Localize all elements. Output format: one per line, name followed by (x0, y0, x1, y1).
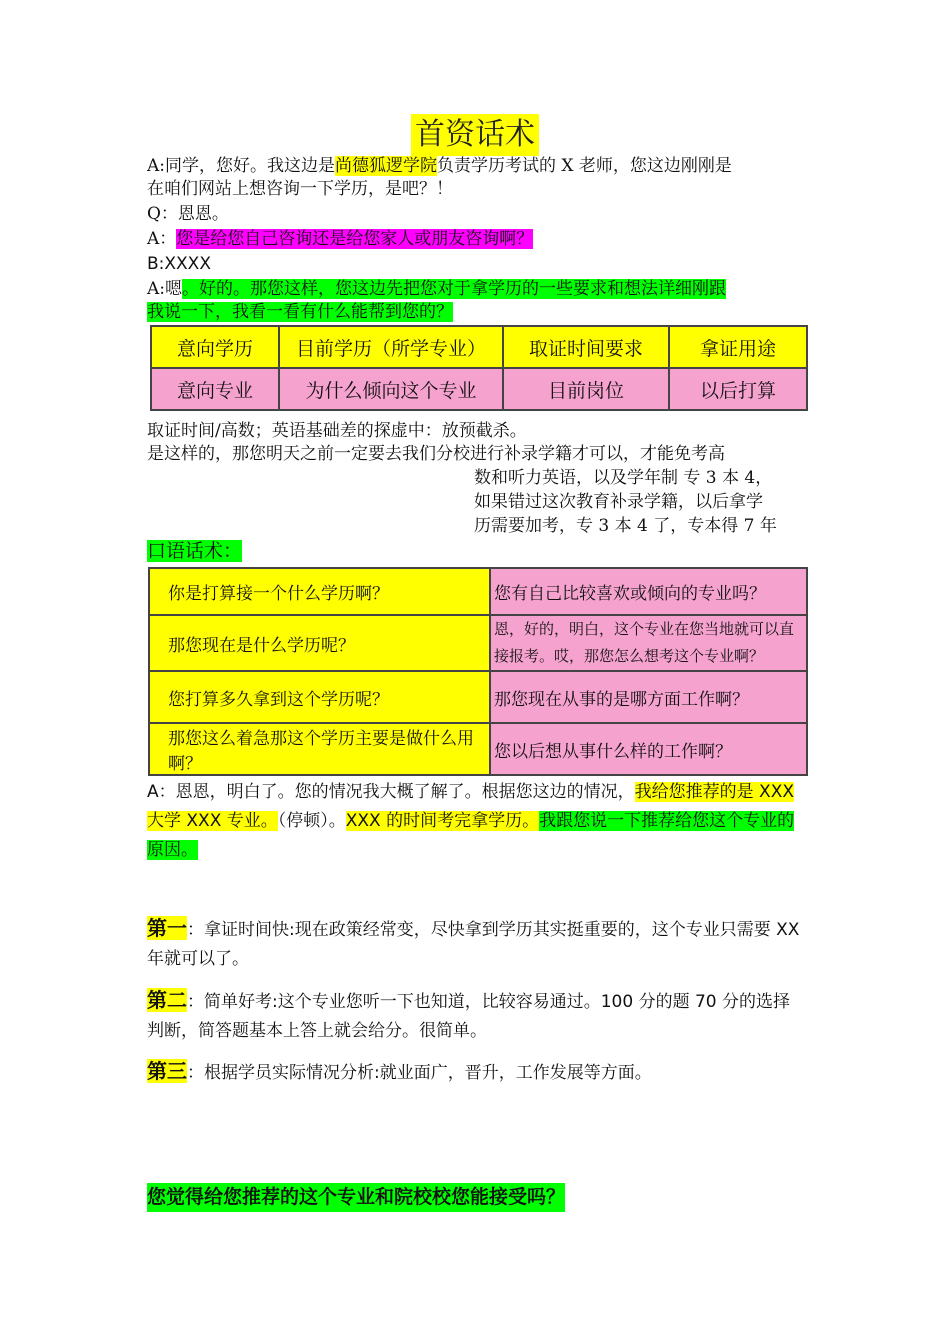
table-row (151, 368, 807, 410)
table-cell: 那您现在是什么学历呢？ (149, 615, 490, 671)
intro-line-a3-cont (147, 301, 453, 324)
reason-item (147, 986, 807, 1046)
note-line-2: 是这样的，那您明天之前一定要去我们分校进行补录学籍才可以，才能免考高 (147, 444, 725, 464)
reason-item (147, 914, 807, 974)
reason-text: ：根据学员实际情况分析:就业面广，晋升，工作发展等方面。 (187, 1063, 652, 1083)
table-cell: 为什么倾向这个专业 (279, 368, 503, 410)
a2-prefix: A： (147, 229, 177, 249)
a3-text: 。好的。那您这样，您这边先把您对于拿学历的一些要求和想法详细刚跟 (182, 279, 727, 299)
table-cell: 以后打算 (669, 368, 807, 410)
recommend-part-3: 的是 XXX 大学 XXX 专业。 (147, 782, 794, 831)
table-cell: 目前学历（所学专业） (279, 326, 503, 368)
oral-heading-text: 口语话术： (147, 540, 243, 562)
a2-question: 您是给您自己咨询还是给您家人或朋友咨询啊？ (176, 229, 534, 249)
table-cell: 恩，好的，明白，这个专业在您当地就可以直接报考。哎，那您怎么想考这个专业啊？ (490, 615, 807, 671)
table-row (149, 671, 807, 723)
table-cell: 取证时间要求 (503, 326, 669, 368)
table-cell: 意向学历 (151, 326, 279, 368)
intro-line-a2 (147, 228, 533, 251)
note-line-5: 历需要加考，专 3 本 4 了，专本得 7 年 (474, 516, 777, 536)
note-line-4: 如果错过这次教育补录学籍，以后拿学 (474, 492, 763, 512)
table-cell: 你是打算接一个什么学历啊？ (149, 568, 490, 615)
table-cell: 意向专业 (151, 368, 279, 410)
reason-label: 第三 (147, 1059, 187, 1083)
table-cell: 那您这么着急那这个学历主要是做什么用啊？ (149, 723, 490, 775)
a3-text-cont: 我说一下，我看一看有什么能帮到您的？ (147, 302, 453, 322)
reason-label: 第一 (147, 916, 187, 940)
intro-line-a1 (147, 155, 732, 178)
recommend-part-1: A：恩恩，明白了。您的情况我大概了解了。根据您这边的情况， (147, 782, 635, 802)
table-row (149, 568, 807, 615)
a1-prefix: A:同学，您好。我这边是 (147, 156, 336, 176)
reason-label: 第二 (147, 988, 187, 1012)
intro-line-a3 (147, 278, 726, 301)
table-cell: 那您现在从事的是哪方面工作啊？ (490, 671, 807, 723)
recommend-part-7: 推荐给您这个专业的原因。 (147, 811, 795, 860)
note-line-3: 数和听力英语，以及学年制 专 3 本 4， (474, 468, 773, 488)
dialog-table (148, 567, 808, 776)
reason-item (147, 1057, 807, 1088)
info-table (150, 325, 808, 411)
table-row (149, 723, 807, 775)
a1-suffix: 负责学历考试的 X 老师，您这边刚刚是 (437, 156, 732, 176)
table-cell: 您有自己比较喜欢或倾向的专业吗？ (490, 568, 807, 615)
intro-line-a1-cont: 在咱们网站上想咨询一下学历，是吧？！ (147, 179, 453, 199)
oral-heading (147, 539, 242, 564)
recommend-paragraph (147, 778, 807, 865)
recommend-part-4: （停顿）。 (277, 811, 346, 831)
recommend-part-6: 我跟您说一下 (539, 811, 642, 831)
note-line-1: 取证时间/高数；英语基础差的探虚中：放预截杀。 (147, 421, 527, 441)
reason-text: ：拿证时间快:现在政策经常变，尽快拿到学历其实挺重要的，这个专业只需要 XX 年就可以了。 (147, 920, 800, 969)
intro-line-b1: B:XXXX (147, 254, 211, 274)
a3-prefix: A:嗯 (147, 279, 183, 299)
recommend-part-5: XXX 的时间考完拿学历。 (345, 811, 540, 831)
table-row (151, 326, 807, 368)
recommend-part-2: 我给您推荐 (634, 782, 720, 802)
table-cell: 拿证用途 (669, 326, 807, 368)
reason-text: ：简单好考:这个专业您听一下也知道，比较容易通过。100 分的题 70 分的选择判断，简答题基本上答上就会给分。很简单。 (147, 992, 791, 1041)
intro-line-q1: Q：恩恩。 (147, 204, 229, 224)
school-name: 尚德狐逻学院 (335, 156, 438, 176)
page-title: 首资话术 (411, 114, 539, 156)
table-cell: 您打算多久拿到这个学历呢？ (149, 671, 490, 723)
table-cell: 您以后想从事什么样的工作啊？ (490, 723, 807, 775)
final-question: 您觉得给您推荐的这个专业和院校校您能接受吗？ (147, 1183, 565, 1212)
table-cell: 目前岗位 (503, 368, 669, 410)
table-row (149, 615, 807, 671)
